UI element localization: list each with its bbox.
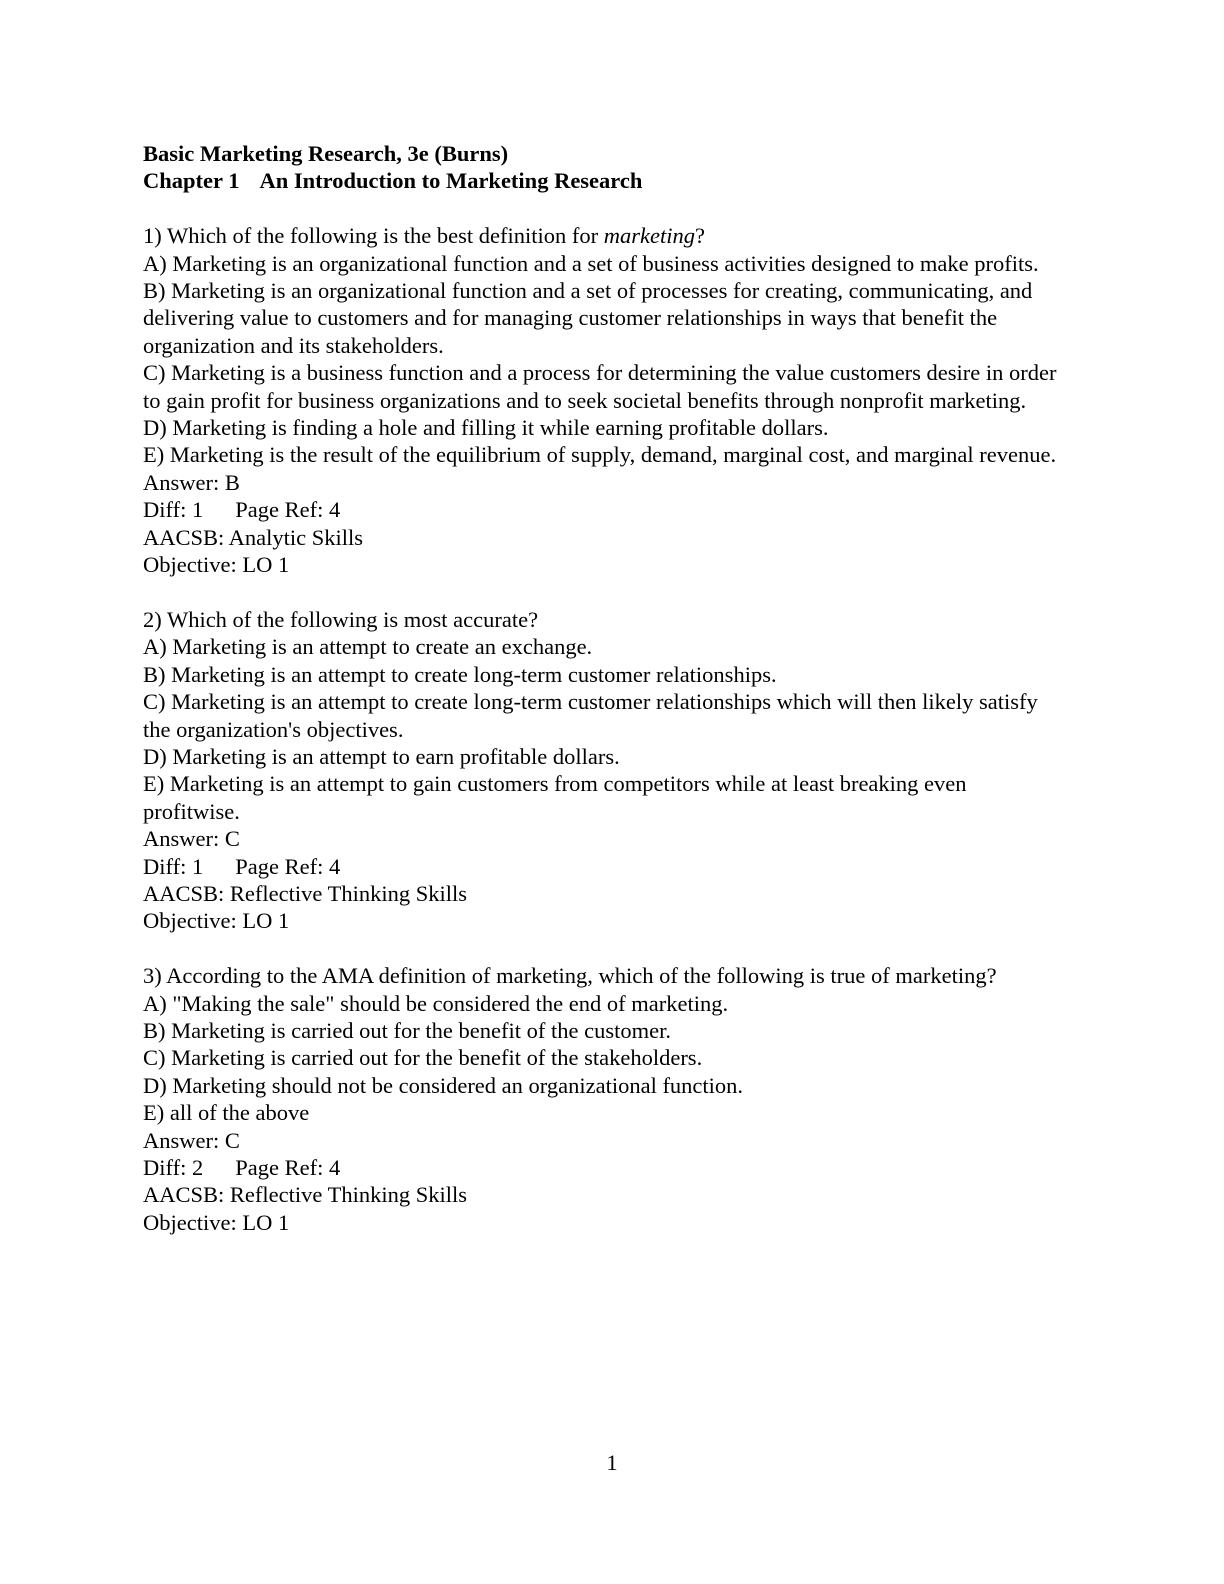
page-ref: Page Ref: 4 — [235, 853, 341, 879]
option-c: C) Marketing is carried out for the benefit of the stakeholders. — [143, 1045, 703, 1071]
answer: Answer: B — [143, 469, 240, 495]
option-b: B) Marketing is carried out for the benefit of the customer. — [143, 1017, 671, 1043]
objective: Objective: LO 1 — [143, 552, 290, 578]
diff-page-ref — [143, 496, 1063, 523]
question-stem-text: 1) Which of the following is the best definition for — [143, 223, 604, 249]
question-2 — [143, 606, 1063, 935]
option-d: D) Marketing is an attempt to earn profitable dollars. — [143, 743, 620, 769]
answer: Answer: C — [143, 826, 240, 852]
book-title: Basic Marketing Research, 3e (Burns) — [143, 141, 509, 166]
option-b: B) Marketing is an organizational function and a set of processes for creating, communicating, and delivering value to customers and for managing customer relationships in ways that benefit the organization and its stakeholders. — [143, 278, 1033, 358]
aacsb: AACSB: Reflective Thinking Skills — [143, 1182, 467, 1208]
option-e: E) Marketing is the result of the equilibrium of supply, demand, marginal cost, and marginal revenue. — [143, 442, 1057, 468]
page-content — [143, 140, 1063, 1236]
option-d: D) Marketing should not be considered an organizational function. — [143, 1072, 744, 1098]
page-ref: Page Ref: 4 — [235, 1154, 341, 1180]
option-b: B) Marketing is an attempt to create long-term customer relationships. — [143, 661, 777, 687]
objective: Objective: LO 1 — [143, 1209, 290, 1235]
answer: Answer: C — [143, 1127, 240, 1153]
option-e: E) Marketing is an attempt to gain customers from competitors while at least breaking even profitwise. — [143, 771, 967, 824]
question-stem: 2) Which of the following is most accurate? — [143, 606, 539, 632]
question-stem — [143, 222, 1063, 249]
question-1 — [143, 222, 1063, 578]
question-stem-emphasis: marketing — [603, 223, 695, 249]
option-a: A) Marketing is an organizational function and a set of business activities designed to make profits. — [143, 250, 1039, 276]
aacsb: AACSB: Reflective Thinking Skills — [143, 880, 467, 906]
diff-page-ref — [143, 853, 1063, 880]
option-d: D) Marketing is finding a hole and filling it while earning profitable dollars. — [143, 415, 829, 441]
objective: Objective: LO 1 — [143, 908, 290, 934]
aacsb: AACSB: Analytic Skills — [143, 524, 364, 550]
option-a: A) Marketing is an attempt to create an exchange. — [143, 634, 593, 660]
option-e: E) all of the above — [143, 1100, 310, 1126]
question-stem-end: ? — [694, 223, 705, 249]
chapter-title: An Introduction to Marketing Research — [259, 168, 643, 194]
difficulty: Diff: 1 — [143, 497, 204, 523]
option-a: A) "Making the sale" should be considered the end of marketing. — [143, 990, 729, 1016]
difficulty: Diff: 1 — [143, 853, 204, 879]
question-stem: 3) According to the AMA definition of marketing, which of the following is true of marketing? — [143, 963, 997, 989]
diff-page-ref — [143, 1154, 1063, 1181]
chapter-heading — [143, 167, 1063, 194]
difficulty: Diff: 2 — [143, 1154, 204, 1180]
option-c: C) Marketing is a business function and a process for determining the value customers desire in order to gain profit for business organizations and to seek societal benefits through nonprofit marketing. — [143, 360, 1057, 413]
page-number: 1 — [606, 1450, 618, 1475]
question-3 — [143, 962, 1063, 1236]
option-c: C) Marketing is an attempt to create long-term customer relationships which will then likely satisfy the organization's objectives. — [143, 689, 1038, 742]
page-ref: Page Ref: 4 — [235, 497, 341, 523]
chapter-label: Chapter 1 — [143, 168, 240, 194]
